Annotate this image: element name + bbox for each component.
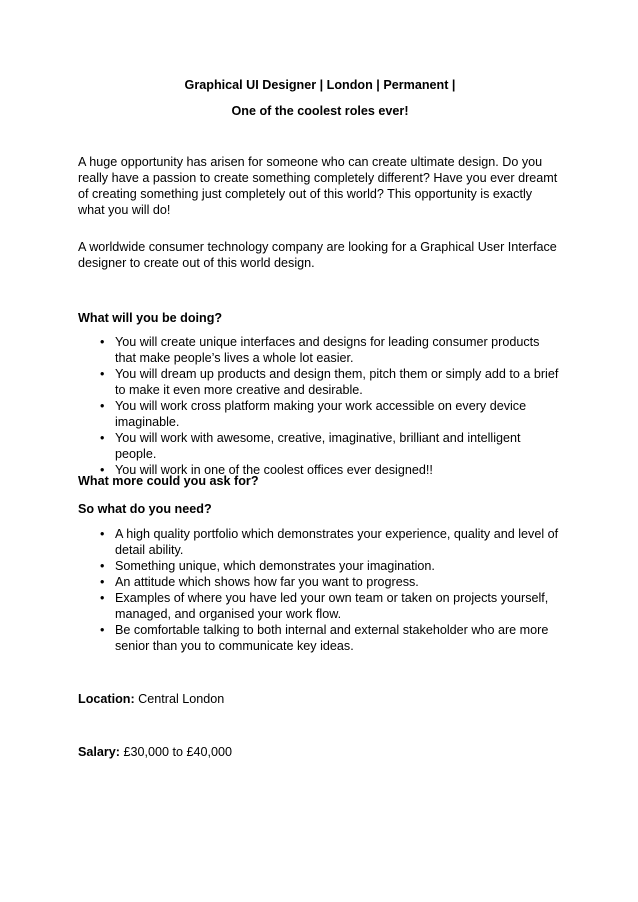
location-label: Location: <box>78 692 135 706</box>
list-item-text: You will dream up products and design them, pitch them or simply add to a brief to make it even more creative and desirable. <box>115 367 559 397</box>
list-item-text: You will work cross platform making your work accessible on every device imaginable. <box>115 399 527 429</box>
salary-label: Salary: <box>78 745 121 759</box>
list-item <box>78 558 562 574</box>
bullet-icon: • <box>100 463 105 477</box>
bullet-icon: • <box>100 431 105 445</box>
list-item <box>78 526 562 558</box>
list-item <box>78 334 562 366</box>
bullet-icon: • <box>100 623 105 637</box>
list-item <box>78 398 562 430</box>
list-item <box>78 590 562 622</box>
list-item-text: Examples of where you have led your own team or taken on projects yourself, managed, and organised your work flow. <box>115 591 549 621</box>
list-item-text: Be comfortable talking to both internal and external stakeholder who are more senior than you to communicate key ideas. <box>115 623 549 653</box>
list-item <box>78 622 562 654</box>
need-heading: So what do you need? <box>78 502 212 516</box>
company-paragraph: A worldwide consumer technology company are looking for a Graphical User Interface designer to create out of this world design. <box>78 240 557 270</box>
list-item-text: You will create unique interfaces and designs for leading consumer products that make people’s lives a whole lot easier. <box>115 335 540 365</box>
doing-heading: What will you be doing? <box>78 311 223 325</box>
bullet-icon: • <box>100 335 105 349</box>
document-title: Graphical UI Designer | London | Permanent | <box>184 78 456 92</box>
salary-value: £30,000 to £40,000 <box>123 745 233 759</box>
bullet-icon: • <box>100 591 105 605</box>
list-item-text: A high quality portfolio which demonstrates your experience, quality and level of detail ability. <box>115 527 559 557</box>
bullet-icon: • <box>100 527 105 541</box>
location-line <box>78 691 562 707</box>
list-item-text: You will work in one of the coolest offices ever designed!! <box>115 463 433 477</box>
bullet-icon: • <box>100 367 105 381</box>
list-item-text: You will work with awesome, creative, imaginative, brilliant and intelligent people. <box>115 431 521 461</box>
document-subtitle: One of the coolest roles ever! <box>231 104 409 118</box>
list-item-text: Something unique, which demonstrates your imagination. <box>115 559 435 573</box>
bullet-icon: • <box>100 559 105 573</box>
need-list <box>78 526 562 654</box>
salary-line <box>78 744 562 760</box>
intro-paragraph: A huge opportunity has arisen for someone who can create ultimate design. Do you really have a passion to create something completely different? Have you ever dreamt of creating something just completely out of this world? This opportunity is exactly what you will do! <box>78 155 558 217</box>
ask-heading: What more could you ask for? <box>78 474 259 488</box>
doing-list <box>78 334 562 478</box>
list-item <box>78 430 562 462</box>
list-item-text: An attitude which shows how far you want to progress. <box>115 575 419 589</box>
bullet-icon: • <box>100 399 105 413</box>
bullet-icon: • <box>100 575 105 589</box>
list-item <box>78 366 562 398</box>
list-item <box>78 574 562 590</box>
location-value: Central London <box>138 692 225 706</box>
